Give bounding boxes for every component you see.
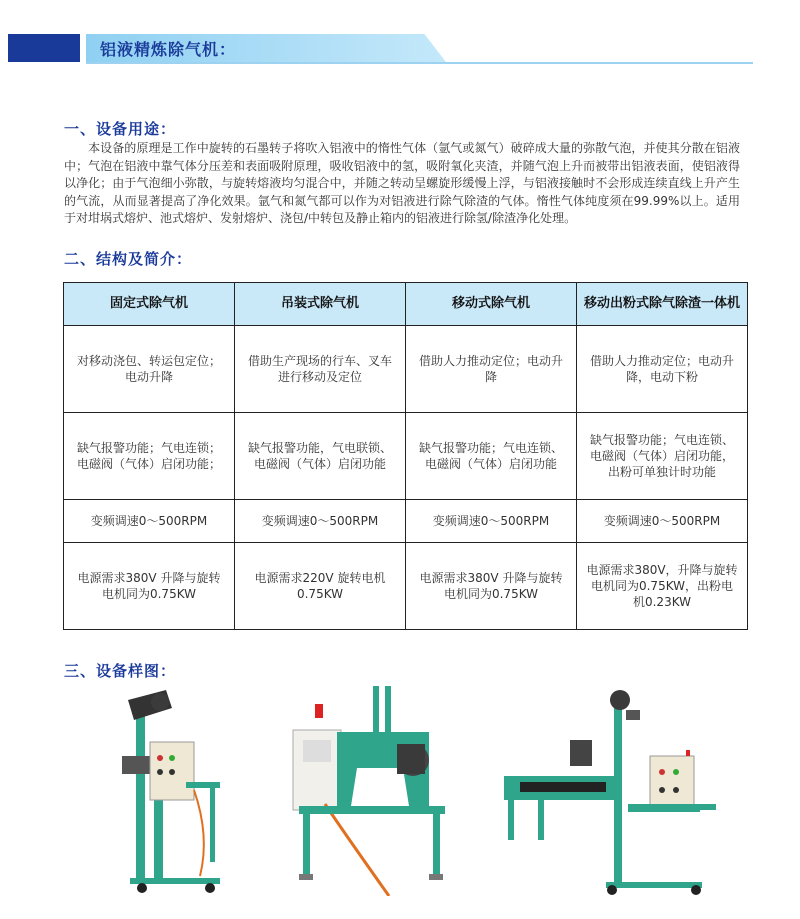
table-header-fixed: 固定式除气机 bbox=[64, 283, 235, 326]
table-header-row bbox=[64, 283, 748, 326]
table-cell: 借助人力推动定位；电动升降，电动下粉 bbox=[577, 326, 748, 413]
table-cell: 缺气报警功能，气电联锁、电磁阀（气体）启闭功能 bbox=[235, 413, 406, 500]
spec-table bbox=[63, 282, 748, 630]
section-heading-purpose: 一、设备用途： bbox=[64, 120, 177, 138]
table-cell: 缺气报警功能；气电连锁、电磁阀（气体）启闭功能 bbox=[406, 413, 577, 500]
table-header-mobile-powder: 移动出粉式除气除渣一体机 bbox=[577, 283, 748, 326]
table-cell: 变频调速0～500RPM bbox=[406, 500, 577, 543]
table-cell: 电源需求380V，升降与旋转电机同为0.75KW，出粉电机0.23KW bbox=[577, 543, 748, 630]
intro-paragraph bbox=[64, 140, 740, 228]
fixed-degasser-photo bbox=[110, 686, 230, 896]
table-cell: 缺气报警功能；气电连锁；电磁阀（气体）启闭功能； bbox=[64, 413, 235, 500]
table-row bbox=[64, 326, 748, 413]
table-cell: 变频调速0～500RPM bbox=[64, 500, 235, 543]
mobile-powder-degasser-photo bbox=[500, 686, 725, 896]
table-cell: 变频调速0～500RPM bbox=[577, 500, 748, 543]
table-cell: 变频调速0～500RPM bbox=[235, 500, 406, 543]
table-row bbox=[64, 413, 748, 500]
table-row bbox=[64, 543, 748, 630]
table-header-mobile: 移动式除气机 bbox=[406, 283, 577, 326]
banner-rule bbox=[86, 62, 753, 64]
table-cell: 电源需求380V 升降与旋转电机同为0.75KW bbox=[406, 543, 577, 630]
hoisting-degasser-photo bbox=[285, 684, 450, 896]
banner-accent-block bbox=[8, 34, 80, 62]
section-heading-structure: 二、结构及简介： bbox=[64, 250, 193, 268]
table-cell: 缺气报警功能；气电连锁、电磁阀（气体）启闭功能，出粉可单独计时功能 bbox=[577, 413, 748, 500]
table-cell: 电源需求220V 旋转电机0.75KW bbox=[235, 543, 406, 630]
table-cell: 对移动浇包、转运包定位；电动升降 bbox=[64, 326, 235, 413]
table-header-hoisting: 吊装式除气机 bbox=[235, 283, 406, 326]
table-cell: 电源需求380V 升降与旋转电机同为0.75KW bbox=[64, 543, 235, 630]
header-banner bbox=[8, 34, 753, 64]
intro-text: 本设备的原理是工作中旋转的石墨转子将吹入铝液中的惰性气体（氩气或氮气）破碎成大量的弥散气泡，并使其分散在铝液中；气泡在铝液中靠气体分压差和表面吸附原理，吸收铝液中的氢，吸附氧化夹渣，并随气泡上升而被带出铝液表面，使铝液得以净化；由于气泡细小弥散，与旋转熔液均匀混合中，并随之转动呈螺旋形缓慢上浮，与铝液接触时不会形成连续直线上升产生的气流，从而显著提高了净化效果。氩气和氮气都可以作为对铝液进行除气除渣的气体。惰性气体纯度须在99.99%以上。适用于对坩埚式熔炉、池式熔炉、发射熔炉、浇包/中转包及静止箱内的铝液进行除氢/除渣净化处理。 bbox=[64, 141, 740, 226]
table-row bbox=[64, 500, 748, 543]
table-cell: 借助人力推动定位；电动升降 bbox=[406, 326, 577, 413]
table-cell: 借助生产现场的行车、叉车进行移动及定位 bbox=[235, 326, 406, 413]
page-title: 铝液精炼除气机： bbox=[100, 40, 237, 59]
section-heading-samples: 三、设备样图： bbox=[64, 662, 177, 680]
